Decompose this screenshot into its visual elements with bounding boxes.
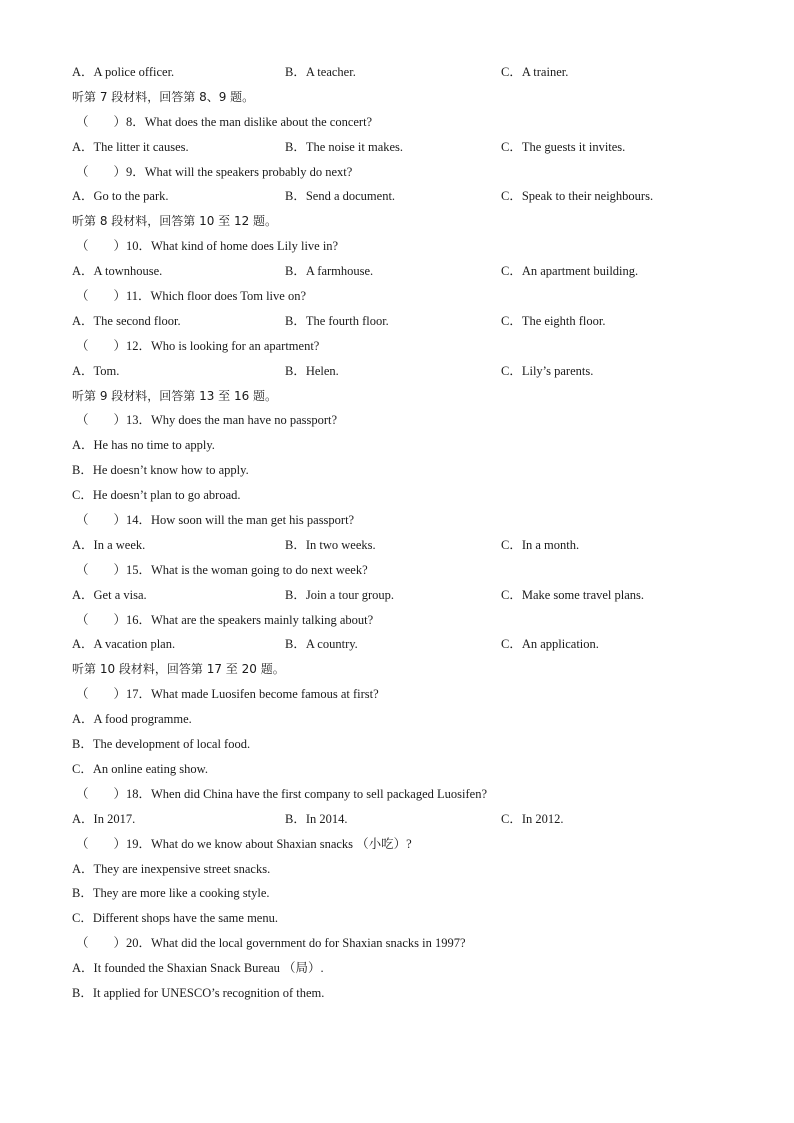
option-c: C．Make some travel plans. [501, 587, 645, 602]
option-b: B．Send a document. [285, 189, 396, 204]
question-line [72, 782, 732, 807]
line-text: （ ）15．What is the woman going to do next week? [76, 562, 368, 577]
section-heading [72, 657, 732, 682]
line-text: C．Different shops have the same menu. [72, 911, 278, 926]
option-c: C．A trainer. [501, 65, 569, 79]
option-b: B．The noise it makes. [285, 139, 404, 154]
option-c: C．An apartment building. [501, 264, 639, 279]
option-line [72, 981, 732, 1006]
question-line [72, 508, 732, 533]
line-text: 听第 9 段材料，回答第 13 至 16 题。 [72, 388, 278, 403]
section-heading [72, 85, 732, 110]
option-line [72, 857, 732, 882]
answer-options-row [72, 632, 732, 657]
answer-options-row [72, 184, 732, 209]
line-text: （ ）18．When did China have the first company to sell packaged Luosifen? [76, 786, 488, 801]
option-c: C．In 2012. [501, 811, 564, 826]
option-a: A．A police officer. [72, 65, 175, 79]
line-text: （ ）14．How soon will the man get his passport? [76, 513, 355, 528]
question-line [72, 931, 732, 956]
line-text: B．The development of local food. [72, 737, 251, 752]
line-text: （ ）20．What did the local government do for Shaxian snacks in 1997? [76, 936, 466, 951]
option-line [72, 906, 732, 931]
question-line [72, 682, 732, 707]
question-line [72, 334, 732, 359]
option-b: B．Helen. [285, 363, 339, 378]
question-line [72, 110, 732, 135]
answer-options-row [72, 807, 732, 832]
answer-options-row [72, 359, 732, 384]
answer-options-row [72, 259, 732, 284]
option-b: B．A farmhouse. [285, 264, 374, 279]
option-c: C．The eighth floor. [501, 313, 606, 328]
line-text: A．It founded the Shaxian Snack Bureau （局）. [72, 961, 324, 976]
option-b: B．The fourth floor. [285, 313, 389, 328]
option-line [72, 881, 732, 906]
question-line [72, 408, 732, 433]
line-text: B．He doesn’t know how to apply. [72, 463, 249, 478]
option-b: B．A teacher. [285, 65, 356, 79]
question-line [72, 160, 732, 185]
question-line [72, 608, 732, 633]
question-line [72, 234, 732, 259]
line-text: C．An online eating show. [72, 761, 208, 776]
line-text: （ ）8．What does the man dislike about the concert? [76, 114, 373, 129]
option-b: B．A country. [285, 637, 358, 652]
option-b: B．In 2014. [285, 811, 348, 826]
line-text: A．A food programme. [72, 712, 192, 727]
line-text: （ ）19．What do we know about Shaxian snacks （小吃）? [76, 836, 412, 851]
answer-options-row [72, 309, 732, 334]
question-line [72, 284, 732, 309]
option-a: A．Tom. [72, 363, 120, 378]
option-a: A．A vacation plan. [72, 637, 176, 652]
option-line [72, 458, 732, 483]
line-text: （ ）11．Which floor does Tom live on? [76, 289, 306, 304]
question-line [72, 558, 732, 583]
line-text: B．They are more like a cooking style. [72, 886, 270, 901]
question-line [72, 832, 732, 857]
option-line [72, 956, 732, 981]
option-a: A．In a week. [72, 537, 146, 552]
line-text: （ ）13．Why does the man have no passport? [76, 413, 338, 428]
option-a: A．Get a visa. [72, 587, 147, 602]
answer-options-row [72, 533, 732, 558]
answer-options-row [72, 135, 732, 160]
answer-options-row [72, 60, 732, 85]
line-text: （ ）10．What kind of home does Lily live in? [76, 239, 339, 254]
line-text: 听第 7 段材料，回答第 8、9 题。 [72, 89, 255, 104]
option-a: A．A townhouse. [72, 264, 163, 279]
line-text: 听第 8 段材料，回答第 10 至 12 题。 [72, 214, 278, 229]
line-text: （ ）17．What made Luosifen become famous at first? [76, 687, 379, 702]
option-a: A．In 2017. [72, 811, 136, 826]
line-text: B．It applied for UNESCO’s recognition of them. [72, 985, 325, 1000]
option-c: C．The guests it invites. [501, 139, 626, 154]
option-line [72, 732, 732, 757]
option-b: B．In two weeks. [285, 537, 376, 552]
line-text: （ ）16．What are the speakers mainly talking about? [76, 612, 374, 627]
option-a: A．The second floor. [72, 313, 181, 328]
line-text: 听第 10 段材料，回答第 17 至 20 题。 [72, 662, 285, 677]
option-line [72, 707, 732, 732]
section-heading [72, 209, 732, 234]
answer-options-row [72, 583, 732, 608]
option-a: A．The litter it causes. [72, 139, 189, 154]
option-c: C．In a month. [501, 537, 580, 552]
section-heading [72, 384, 732, 409]
option-line [72, 433, 732, 458]
option-line [72, 757, 732, 782]
line-text: A．They are inexpensive street snacks. [72, 861, 271, 876]
exam-page [72, 60, 732, 1006]
option-c: C．Speak to their neighbours. [501, 189, 654, 204]
option-line [72, 483, 732, 508]
option-b: B．Join a tour group. [285, 587, 395, 602]
line-text: A．He has no time to apply. [72, 438, 215, 453]
line-text: （ ）9．What will the speakers probably do next? [76, 164, 353, 179]
option-c: C．Lily’s parents. [501, 363, 594, 378]
line-text: C．He doesn’t plan to go abroad. [72, 488, 241, 503]
line-text: （ ）12．Who is looking for an apartment? [76, 338, 320, 353]
option-a: A．Go to the park. [72, 189, 169, 204]
option-c: C．An application. [501, 637, 599, 652]
